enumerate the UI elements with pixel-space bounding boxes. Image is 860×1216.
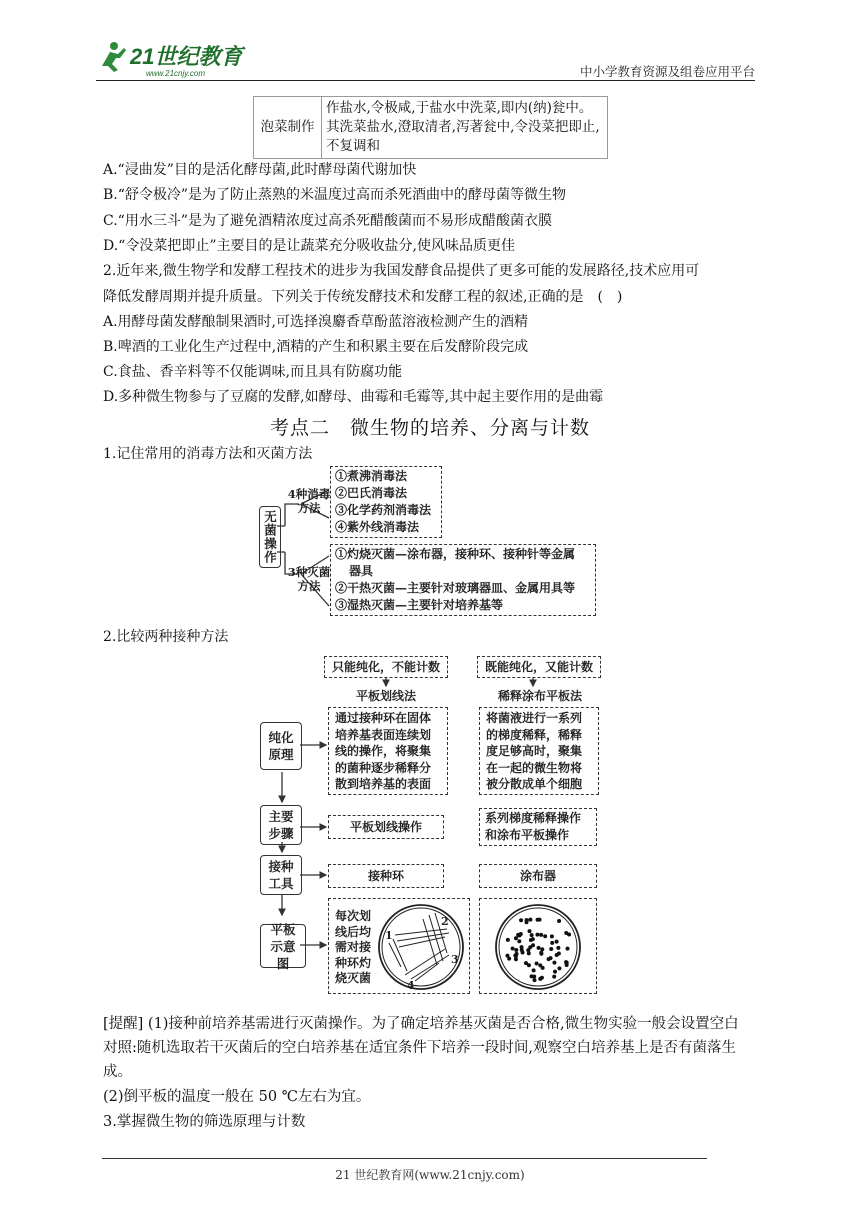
table-row-content: 作盐水,令极咸,于盐水中洗菜,即内(纳)瓮中。其洗菜盐水,澄取清者,泻著瓮中,令没菜把即止,不复调和 <box>322 97 608 159</box>
colony-dot <box>543 934 547 938</box>
colony-dot <box>505 954 509 958</box>
streak-number: 2 <box>441 915 449 928</box>
sterilize-methods-box <box>330 544 596 616</box>
disinfect-methods-box <box>330 466 442 538</box>
colony-dot <box>552 961 556 965</box>
sterilize-label: 3种灭菌方法 <box>287 565 331 593</box>
q2-option-a: A.用酵母菌发酵酿制果酒时,可选择溴麝香草酚蓝溶液检测产生的酒精 <box>103 314 529 330</box>
q1-option-b: B.“舒令极冷”是为了防止蒸熟的米温度过高而杀死酒曲中的酵母菌等微生物 <box>103 187 567 203</box>
pickle-table <box>253 96 608 159</box>
section-title: 考点二 微生物的培养、分离与计数 <box>269 417 590 439</box>
header-divider <box>96 80 755 81</box>
principle-line: 度足够高时，聚集 <box>486 744 583 758</box>
colony-dot <box>553 970 557 974</box>
footer-text: 21 世纪教育网(www.21cnjy.com) <box>335 1168 525 1182</box>
colony-dot <box>532 968 536 972</box>
disinfect-item: ③化学药剂消毒法 <box>335 503 432 517</box>
colony-dot <box>520 948 524 952</box>
principle-line: 的梯度稀释，稀释 <box>486 727 583 742</box>
steps-line: 系列梯度稀释操作 <box>485 811 582 825</box>
note-line-2: 对照:随机选取若干灭菌后的空白培养基在适宜条件下培养一段时间,观察空白培养基上是否有菌落生 <box>103 1040 736 1056</box>
footer-divider <box>102 1158 707 1159</box>
colony-dot <box>557 919 561 923</box>
row-label-principle: 纯化原理 <box>260 722 302 770</box>
note-line: 烧灭菌 <box>335 971 372 985</box>
item2-title: 2.比较两种接种方法 <box>103 629 229 645</box>
colony-dot <box>528 945 532 949</box>
colony-dot <box>517 939 521 943</box>
sterile-root: 无菌操作 <box>259 506 281 568</box>
colony-dot <box>528 918 532 922</box>
colony-dot <box>528 929 532 933</box>
colony-dot <box>538 963 542 967</box>
streak-note <box>335 909 371 987</box>
principle-line: 线的操作，将聚集 <box>335 744 432 758</box>
principle-line: 通过接种环在固体 <box>335 711 432 725</box>
colony-dot <box>527 951 531 955</box>
principle-line: 散到培养基的表面 <box>335 777 432 791</box>
colony-dot <box>550 941 554 945</box>
q2-stem-line1: 2.近年来,微生物学和发酵工程技术的进步为我国发酵食品提供了更多可能的发展路径,技术应用可 <box>103 263 700 279</box>
colony-dot <box>549 947 553 951</box>
row-label-tool: 接种工具 <box>260 855 302 895</box>
spread-top-label: 既能纯化，又能计数 <box>477 656 601 678</box>
streak-top-label: 只能纯化，不能计数 <box>324 656 448 678</box>
site-logo <box>96 36 256 80</box>
sterilize-item: ①灼烧灭菌—涂布器，接种环、接种针等金属 <box>335 547 576 561</box>
streak-number: 1 <box>385 929 393 942</box>
q1-option-d: D.“令没菜把即止”主要目的是让蔬菜充分吸收盐分,使风味品质更佳 <box>103 238 515 254</box>
spread-plate-box <box>479 898 597 994</box>
colony-dot <box>557 966 561 970</box>
steps-line: 和涂布平板操作 <box>485 828 570 842</box>
note-line: 线后均 <box>335 924 372 939</box>
platform-name: 中小学教育资源及组卷应用平台 <box>579 64 755 79</box>
colony-dot <box>535 933 539 937</box>
disinfect-item: ①煮沸消毒法 <box>335 469 408 483</box>
streak-method-title: 平板划线法 <box>355 689 416 703</box>
colony-dot <box>514 948 518 952</box>
streak-tool-box: 接种环 <box>328 864 444 888</box>
colony-dot <box>539 933 543 937</box>
colony-dot <box>519 918 523 922</box>
colony-dot <box>537 946 541 950</box>
q2-option-b: B.啤酒的工业化生产过程中,酒精的产生和积累主要在后发酵阶段完成 <box>103 339 529 355</box>
colony-dot <box>535 961 539 965</box>
colony-dot <box>556 946 560 950</box>
colony-dot <box>527 963 531 967</box>
item3-title: 3.掌握微生物的筛选原理与计数 <box>103 1114 306 1130</box>
colony-dot <box>555 940 559 944</box>
colony-dot <box>564 931 568 935</box>
disinfect-item: ④紫外线消毒法 <box>335 520 420 534</box>
colony-dot <box>511 947 515 951</box>
colony-dot <box>533 978 537 982</box>
colony-dot <box>516 933 520 937</box>
note-line: 种环灼 <box>335 955 372 970</box>
table-row-name: 泡菜制作 <box>254 97 322 159</box>
streak-number: 3 <box>451 953 459 966</box>
spread-method-title: 稀释涂布平板法 <box>497 689 582 703</box>
colony-dot <box>547 957 551 961</box>
colony-dot <box>550 934 554 938</box>
colony-dot <box>525 918 529 922</box>
colony-dot <box>530 933 534 937</box>
colony-dot <box>540 976 544 980</box>
colony-dot <box>532 975 536 979</box>
q2-option-d: D.多种微生物参与了豆腐的发酵,如酵母、曲霉和毛霉等,其中起主要作用的是曲霉 <box>103 389 604 405</box>
colony-dot <box>536 918 540 922</box>
q2-stem-line2: 降低发酵周期并提升质量。下列关于传统发酵技术和发酵工程的叙述,正确的是 ( ) <box>103 289 623 305</box>
q2-option-c: C.食盐、香辛料等不仅能调味,而且具有防腐功能 <box>103 364 403 380</box>
principle-line: 培养基表面连续划 <box>335 727 432 742</box>
colony-dot <box>540 947 544 951</box>
sterilize-item: ②干热灭菌—主要针对玻璃器皿、金属用具等 <box>335 581 576 595</box>
row-label-steps: 主要步骤 <box>260 805 302 845</box>
item1-title: 1.记住常用的消毒方法和灭菌方法 <box>103 446 313 462</box>
colony-dot <box>565 963 569 967</box>
streak-plate-box <box>328 898 470 994</box>
sterilize-item: 器具 <box>349 564 374 578</box>
disinfect-label: 4种消毒方法 <box>287 487 331 515</box>
colony-dot <box>566 947 570 951</box>
logo-text: 21世纪教育 <box>130 44 243 69</box>
logo-url: www.21cnjy.com <box>146 69 205 78</box>
q1-option-c: C.“用水三斗”是为了避免酒精浓度过高杀死醋酸菌而不易形成醋酸菌衣膜 <box>103 213 552 229</box>
note-line-1: [提醒] (1)接种前培养基需进行灭菌操作。为了确定培养基灭菌是否合格,微生物实验一般会设置空白 <box>103 1016 739 1032</box>
principle-line: 将菌液进行一系列 <box>486 711 583 725</box>
streak-number: 4 <box>407 979 415 992</box>
streak-plate-icon <box>375 901 467 993</box>
note-line: 每次划 <box>335 909 372 923</box>
spread-plate-icon <box>492 901 584 993</box>
q1-option-a: A.“浸曲发”目的是活化酵母菌,此时酵母菌代谢加快 <box>103 162 417 178</box>
colony-dot <box>529 938 533 942</box>
colony-dot <box>555 953 559 957</box>
colony-dot <box>515 952 519 956</box>
spread-principle-box <box>479 707 599 795</box>
streak-steps-box: 平板划线操作 <box>328 815 444 839</box>
streak-principle-box <box>328 707 448 795</box>
sterilize-item: ③湿热灭菌—主要针对培养基等 <box>335 598 504 612</box>
colony-dot <box>552 975 556 979</box>
spread-steps-box <box>479 808 597 846</box>
note-line-4: (2)倒平板的温度一般在 50 ℃左右为宜。 <box>103 1089 371 1105</box>
note-line: 需对接 <box>335 940 372 954</box>
principle-line: 在一起的微生物将 <box>486 760 583 775</box>
row-label-diagram: 平板示意图 <box>260 924 306 968</box>
spread-tool-box: 涂布器 <box>479 864 597 888</box>
disinfect-item: ②巴氏消毒法 <box>335 486 408 500</box>
principle-line: 的菌种逐步稀释分 <box>335 760 432 775</box>
colony-dot <box>506 938 510 942</box>
note-line-3: 成。 <box>103 1064 132 1080</box>
principle-line: 被分散成单个细胞 <box>486 777 583 791</box>
